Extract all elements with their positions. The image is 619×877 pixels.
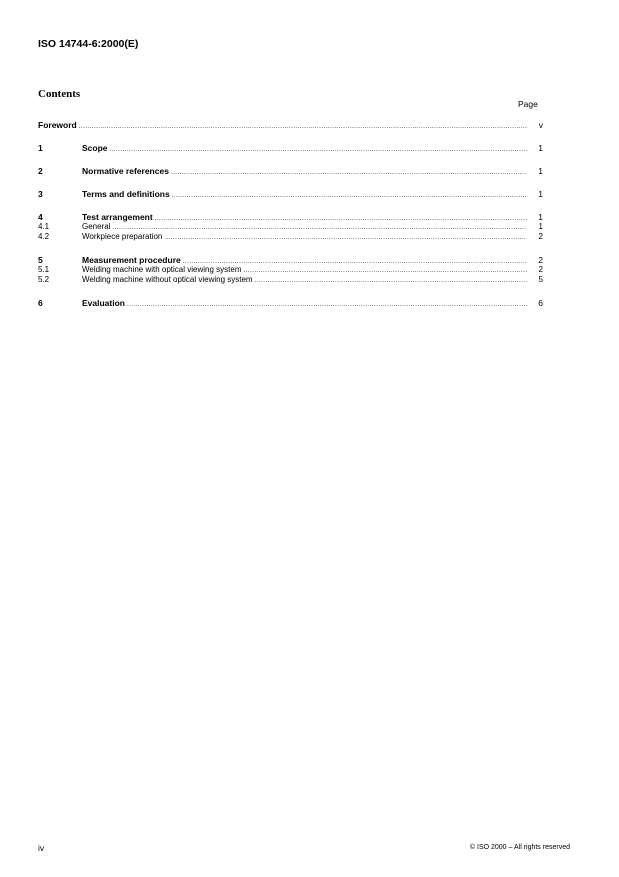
toc-entry-page: 1 — [538, 189, 543, 199]
toc-dot-leader — [243, 266, 527, 276]
toc-entry-title: Foreword — [38, 120, 77, 130]
toc-entry-title: Welding machine with optical viewing system — [82, 265, 242, 274]
toc-dot-leader — [110, 145, 527, 155]
toc-entry-without-optical-viewing[interactable] — [38, 275, 543, 285]
toc-entry-title: Workpiece preparation — [82, 232, 163, 241]
toc-entry-title: Welding machine without optical viewing system — [82, 275, 253, 284]
toc-entry-number: 5 — [38, 255, 43, 265]
toc-dot-leader — [255, 276, 527, 286]
table-of-contents — [38, 120, 543, 308]
toc-entry-number: 4 — [38, 212, 43, 222]
footer-page-number: iv — [38, 843, 45, 853]
footer-copyright: © ISO 2000 – All rights reserved — [469, 844, 570, 851]
toc-entry-page: 5 — [538, 275, 543, 284]
toc-entry-page: 6 — [538, 298, 543, 308]
toc-entry-page: v — [538, 120, 543, 130]
toc-entry-number: 3 — [38, 189, 43, 199]
toc-entry-general[interactable] — [38, 222, 543, 232]
toc-entry-number: 4.1 — [38, 222, 50, 231]
toc-entry-number: 2 — [38, 166, 43, 176]
toc-entry-number: 6 — [38, 298, 43, 308]
toc-entry-foreword[interactable] — [38, 120, 543, 130]
toc-entry-title: Terms and definitions — [82, 189, 170, 199]
toc-entry-page: 2 — [538, 232, 543, 241]
toc-entry-page: 1 — [538, 143, 543, 153]
toc-dot-leader — [171, 168, 527, 178]
toc-entry-with-optical-viewing[interactable] — [38, 265, 543, 275]
toc-entry-page: 1 — [538, 166, 543, 176]
toc-dot-leader — [164, 233, 527, 243]
toc-entry-title: General — [82, 222, 111, 231]
toc-entry-page: 1 — [538, 212, 543, 222]
toc-entry-number: 5.2 — [38, 275, 50, 284]
toc-entry-workpiece-preparation[interactable] — [38, 232, 543, 242]
toc-dot-leader — [172, 191, 527, 201]
toc-entry-terms-and-definitions[interactable] — [38, 189, 543, 199]
toc-entry-number: 5.1 — [38, 265, 50, 274]
toc-entry-title: Evaluation — [82, 298, 125, 308]
toc-entry-scope[interactable] — [38, 143, 543, 153]
toc-entry-page: 2 — [538, 255, 543, 265]
toc-entry-title: Normative references — [82, 166, 169, 176]
toc-entry-page: 2 — [538, 265, 543, 274]
toc-entry-evaluation[interactable] — [38, 298, 543, 308]
toc-entry-page: 1 — [538, 222, 543, 231]
toc-entry-measurement-procedure[interactable] — [38, 255, 543, 265]
toc-entry-title: Test arrangement — [82, 212, 153, 222]
contents-heading: Contents — [38, 88, 81, 100]
toc-entry-title: Scope — [82, 143, 108, 153]
page-column-label: Page — [518, 99, 538, 109]
toc-dot-leader — [127, 300, 527, 310]
toc-entry-number: 4.2 — [38, 232, 50, 241]
toc-entry-normative-references[interactable] — [38, 166, 543, 176]
toc-dot-leader — [112, 223, 527, 233]
toc-entry-title: Measurement procedure — [82, 255, 181, 265]
toc-entry-test-arrangement[interactable] — [38, 212, 543, 222]
toc-entry-number: 1 — [38, 143, 43, 153]
toc-dot-leader — [79, 122, 527, 132]
document-header-title: ISO 14744-6:2000(E) — [38, 38, 139, 50]
